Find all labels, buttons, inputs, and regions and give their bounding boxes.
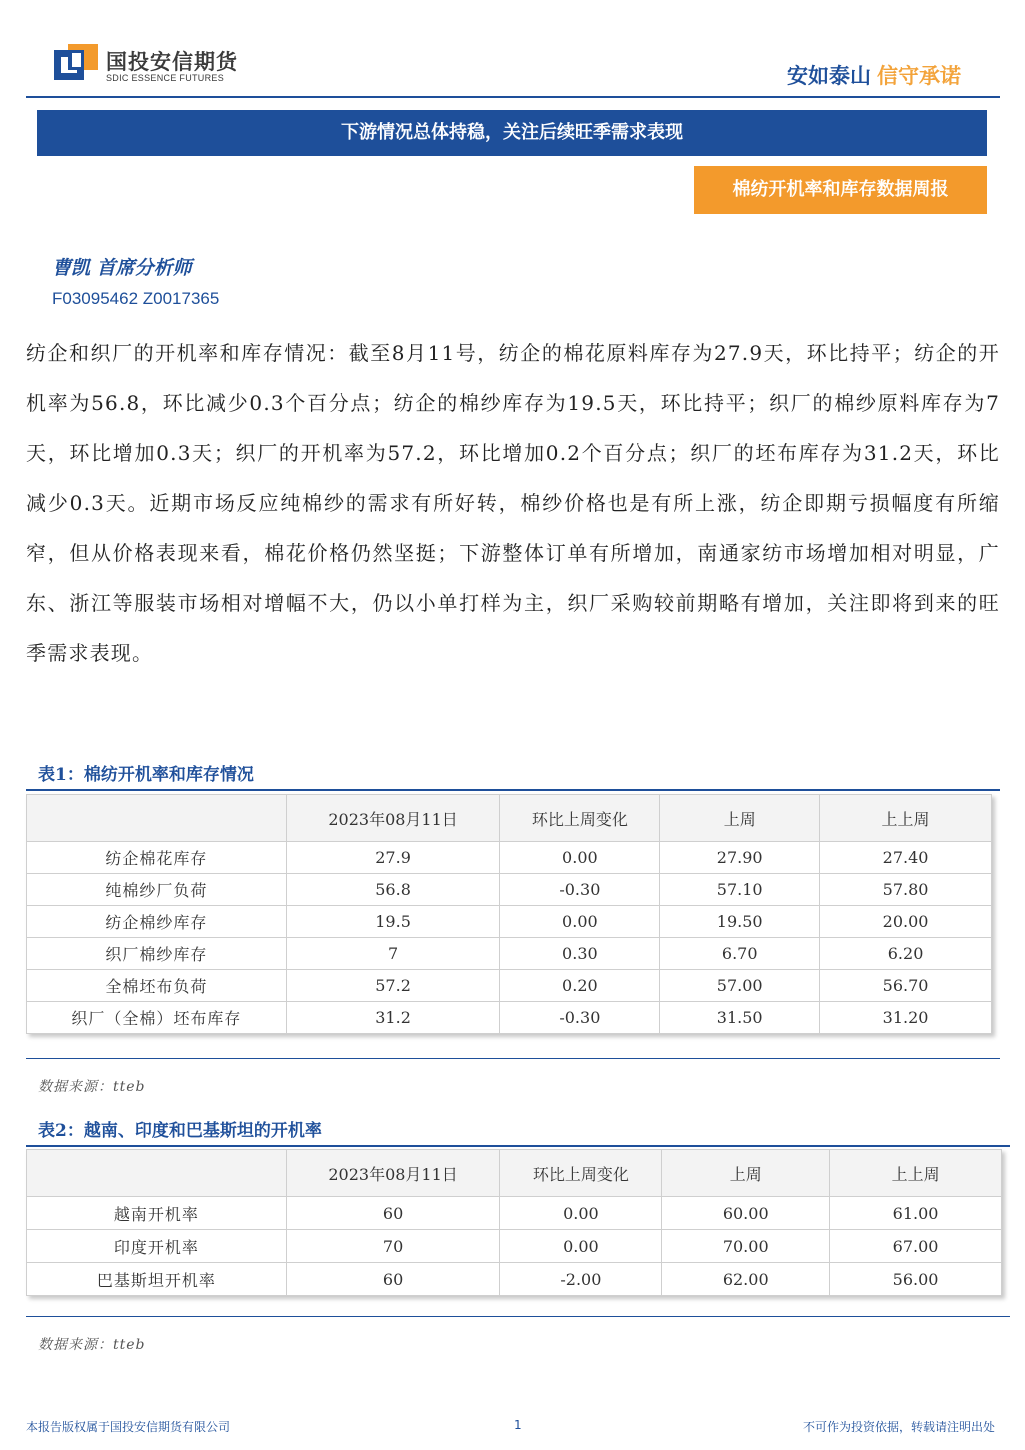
table1-header-cell: 环比上周变化: [500, 795, 660, 842]
table1: [26, 794, 992, 1034]
table-cell: 27.9: [286, 842, 500, 874]
table-cell: 31.20: [820, 1002, 992, 1034]
table-cell: 57.2: [286, 970, 500, 1002]
table1-source: 数据来源：tteb: [38, 1079, 146, 1095]
footer-disclaimer: 不可作为投资依据，转载请注明出处: [802, 1420, 995, 1434]
table-cell: 67.00: [830, 1230, 1002, 1263]
table2-header-cell: 2023年08月11日: [286, 1150, 500, 1197]
table-row: [27, 1263, 1002, 1296]
table-cell: 31.2: [286, 1002, 500, 1034]
table-cell: 7: [286, 938, 500, 970]
table-cell: 织厂棉纱库存: [27, 938, 287, 970]
table1-top-rule: [26, 789, 1000, 791]
table-row: [27, 938, 992, 970]
table-cell: 织厂（全棉）坯布库存: [27, 1002, 287, 1034]
table-cell: 纯棉纱厂负荷: [27, 874, 287, 906]
author-name: 曹凯 首席分析师: [52, 257, 192, 279]
table1-header-row: [27, 795, 992, 842]
table-cell: 57.80: [820, 874, 992, 906]
table-cell: 0.20: [500, 970, 660, 1002]
table-row: [27, 842, 992, 874]
report-tag: 棉纺开机率和库存数据周报: [694, 166, 987, 214]
table-cell: -0.30: [500, 874, 660, 906]
table-cell: 0.30: [500, 938, 660, 970]
table-cell: 6.70: [660, 938, 820, 970]
table-cell: 0.00: [500, 842, 660, 874]
table-cell: 全棉坯布负荷: [27, 970, 287, 1002]
header-divider: [26, 96, 1000, 98]
table-cell: 巴基斯坦开机率: [27, 1263, 287, 1296]
table-cell: 31.50: [660, 1002, 820, 1034]
table1-header-cell: 上上周: [820, 795, 992, 842]
table-row: [27, 874, 992, 906]
table-cell: 60.00: [662, 1197, 830, 1230]
table-row: [27, 1230, 1002, 1263]
table-cell: 越南开机率: [27, 1197, 287, 1230]
table-cell: 56.8: [286, 874, 500, 906]
table-cell: -2.00: [500, 1263, 662, 1296]
page-number: 1: [514, 1418, 522, 1432]
table-cell: 62.00: [662, 1263, 830, 1296]
table-cell: 纺企棉花库存: [27, 842, 287, 874]
table-cell: 70.00: [662, 1230, 830, 1263]
slogan-part1: 安如泰山: [787, 64, 871, 88]
table1-header-cell: 2023年08月11日: [286, 795, 500, 842]
table-cell: 61.00: [830, 1197, 1002, 1230]
table2-header-cell: 上周: [662, 1150, 830, 1197]
table-cell: 60: [286, 1197, 500, 1230]
table-cell: 57.10: [660, 874, 820, 906]
table-cell: 60: [286, 1263, 500, 1296]
table-cell: 0.00: [500, 906, 660, 938]
table2-bottom-rule: [26, 1316, 1010, 1317]
company-name-en: SDIC ESSENCE FUTURES: [106, 73, 225, 83]
table2-header-cell: 环比上周变化: [500, 1150, 662, 1197]
company-logo-icon: [54, 44, 98, 84]
table2-header-cell: 上上周: [830, 1150, 1002, 1197]
table-cell: 20.00: [820, 906, 992, 938]
company-name-cn: 国投安信期货: [106, 50, 238, 74]
table-cell: 纺企棉纱库存: [27, 906, 287, 938]
table-cell: 57.00: [660, 970, 820, 1002]
table1-header-cell: 上周: [660, 795, 820, 842]
table-cell: 56.00: [830, 1263, 1002, 1296]
table-cell: 19.50: [660, 906, 820, 938]
author-ids: F03095462 Z0017365: [52, 289, 220, 308]
table2-header-cell: [27, 1150, 287, 1197]
table-cell: 27.40: [820, 842, 992, 874]
table2-source: 数据来源：tteb: [38, 1337, 146, 1353]
table2-header-row: [27, 1150, 1002, 1197]
table2-top-rule: [26, 1145, 1010, 1147]
slogan: [787, 60, 961, 90]
report-title: 下游情况总体持稳，关注后续旺季需求表现: [37, 110, 987, 156]
slogan-part2: 信守承诺: [877, 64, 961, 88]
table-row: [27, 1002, 992, 1034]
table1-caption: 表1：棉纺开机率和库存情况: [38, 765, 254, 785]
table-cell: 27.90: [660, 842, 820, 874]
table2-caption: 表2：越南、印度和巴基斯坦的开机率: [38, 1121, 322, 1141]
table-cell: 56.70: [820, 970, 992, 1002]
table2: [26, 1149, 1002, 1296]
table-cell: -0.30: [500, 1002, 660, 1034]
table-cell: 印度开机率: [27, 1230, 287, 1263]
table-row: [27, 1197, 1002, 1230]
table-row: [27, 970, 992, 1002]
table1-header-cell: [27, 795, 287, 842]
table-cell: 6.20: [820, 938, 992, 970]
table-cell: 0.00: [500, 1230, 662, 1263]
report-body: 纺企和织厂的开机率和库存情况：截至8月11号，纺企的棉花原料库存为27.9天，环比持平；纺企的开机率为56.8，环比减少0.3个百分点；纺企的棉纱库存为19.5天，环比持平；织厂的棉纱原料库存为7天，环比增加0.3天；织厂的开机率为57.2，环比增加0.2个百分点；织厂的坯布库存为31.2天，环比减少0.3天。近期市场反应纯棉纱的需求有所好转，棉纱价格也是有所上涨，纺企即期亏损幅度有所缩窄，但从价格表现来看，棉花价格仍然坚挺；下游整体订单有所增加，南通家纺市场增加相对明显，广东、浙江等服装市场相对增幅不大，仍以小单打样为主，织厂采购较前期略有增加，关注即将到来的旺季需求表现。: [26, 341, 1000, 665]
table-cell: 70: [286, 1230, 500, 1263]
footer-copyright: 本报告版权属于国投安信期货有限公司: [26, 1420, 231, 1434]
table-cell: 19.5: [286, 906, 500, 938]
table-row: [27, 906, 992, 938]
table-cell: 0.00: [500, 1197, 662, 1230]
table1-bottom-rule: [26, 1058, 1000, 1059]
